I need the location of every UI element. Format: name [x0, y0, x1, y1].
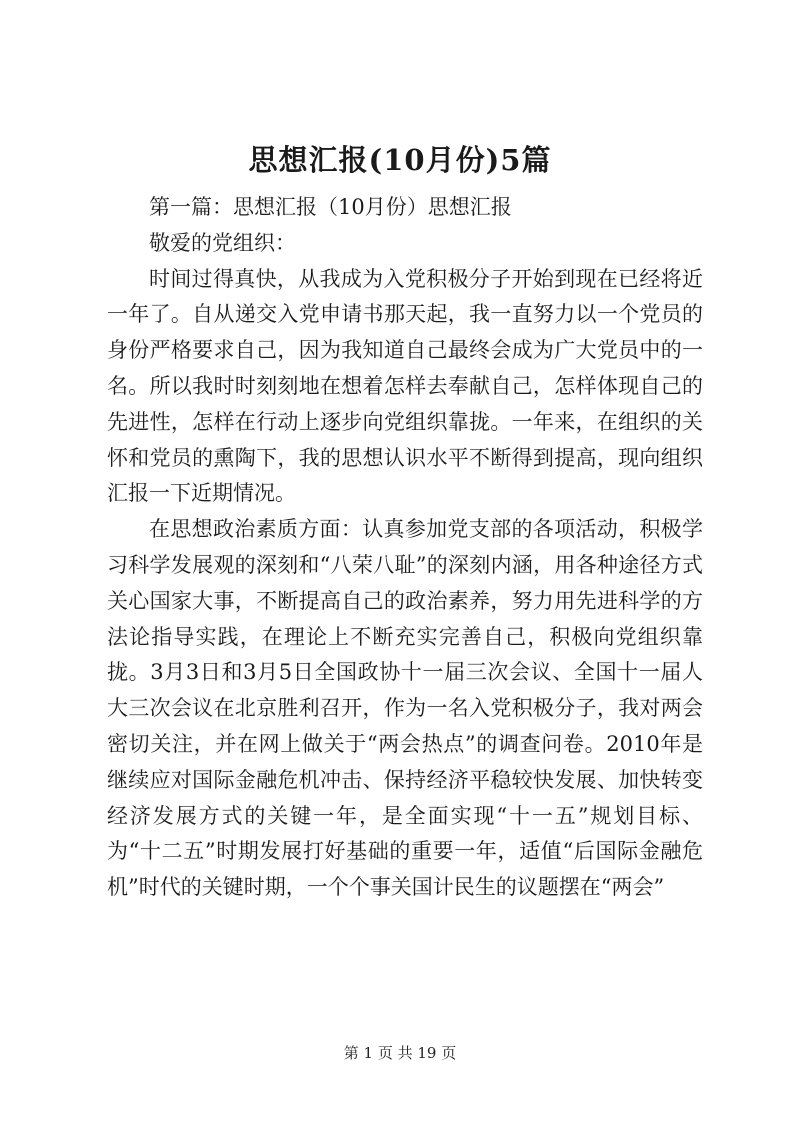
paragraph: 时间过得真快，从我成为入党积极分子开始到现在已经将近一年了。自从递交入党申请书那天起，我一直努力以一个党员的身份严格要求自己，因为我知道自己最终会成为广大党员中的一名。所以我时时刻刻地在想着怎样去奉献自己，怎样体现自己的先进性，怎样在行动上逐步向党组织靠拢。一年来，在组织的关怀和党员的熏陶下，我的思想认识水平不断得到提高，现向组织汇报一下近期情况。: [107, 266, 703, 506]
section-heading: 第一篇：思想汇报（10月份）思想汇报: [149, 195, 512, 219]
paragraph: 在思想政治素质方面：认真参加党支部的各项活动，积极学习科学发展观的深刻和“八荣八耻”的深刻内涵，用各种途径方式关心国家大事，不断提高自己的政治素养，努力用先进科学的方法论指导实践，在理论上不断充实完善自己，积极向党组织靠拢。3月3日和3月5日全国政协十一届三次会议、全国十一届人大三次会议在北京胜利召开，作为一名入党积极分子，我对两会密切关注，并在网上做关于“两会热点”的调查问卷。2010年是继续应对国际金融危机冲击、保持经济平稳较快发展、加快转变经济发展方式的关键一年，是全面实现“十一五”规划目标、为“十二五”时期发展打好基础的重要一年，适值“后国际金融危机”时代的关键时期，一个个事关国计民生的议题摆在“两会”: [107, 517, 703, 900]
document-title: 思想汇报(10月份)5篇: [248, 143, 552, 177]
document-body: [107, 190, 703, 906]
page-footer: 第 1 页 共 19 页: [343, 1044, 457, 1062]
salutation: 敬爱的党组织：: [149, 230, 296, 255]
